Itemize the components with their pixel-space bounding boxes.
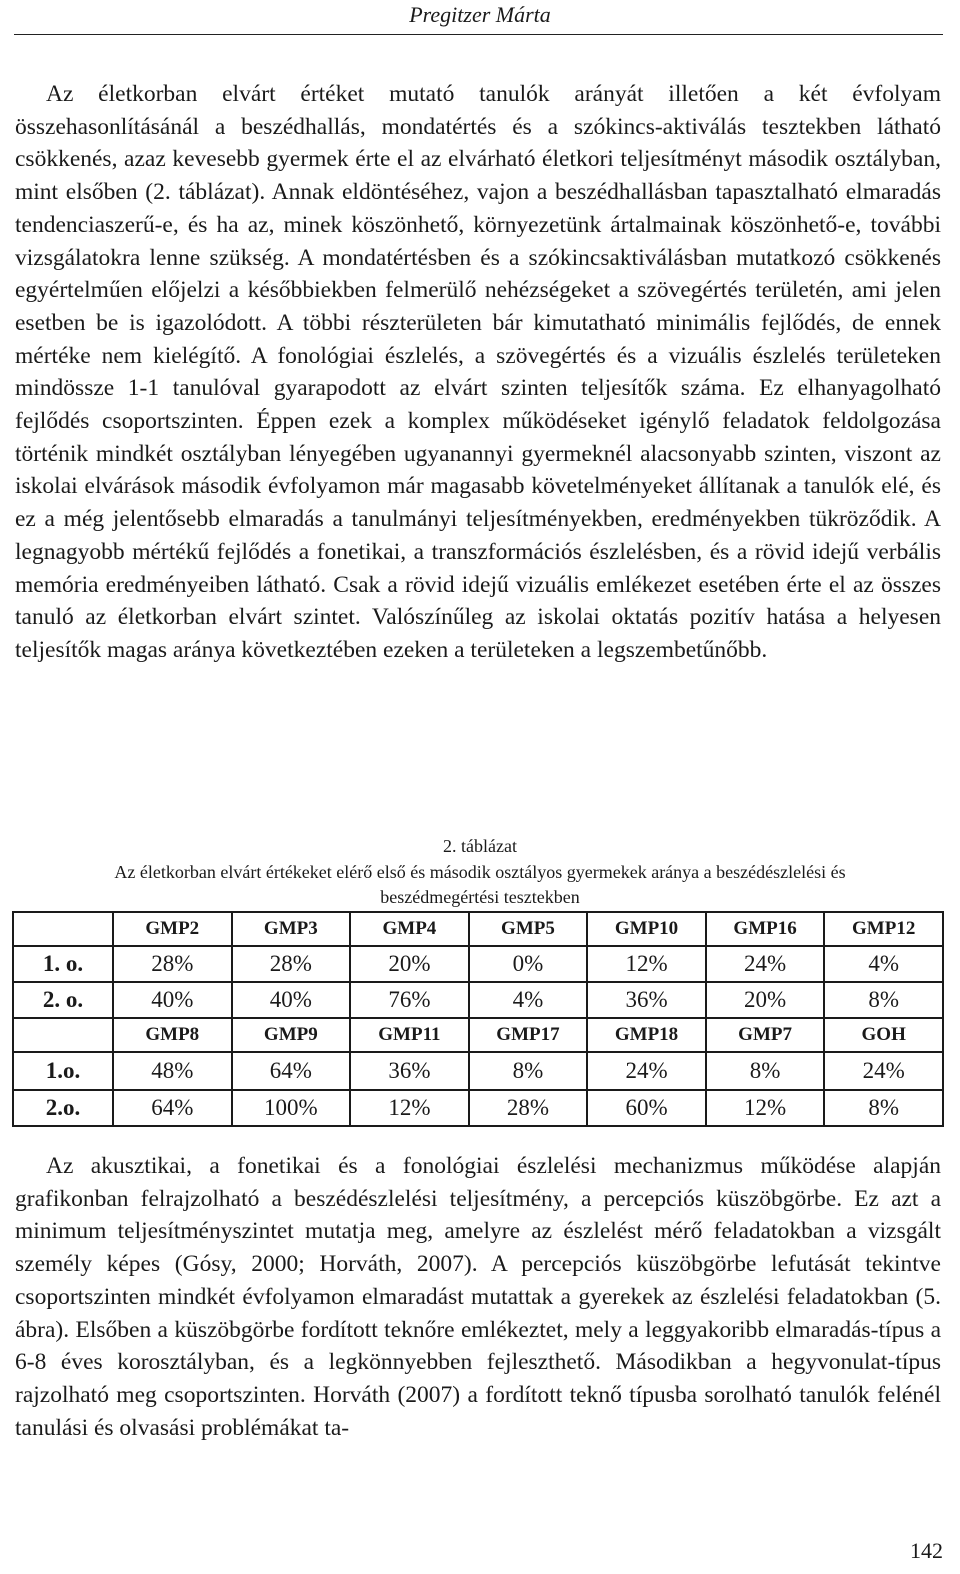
- table-cell: 24%: [706, 946, 825, 982]
- table-header-cell: GOH: [824, 1018, 943, 1052]
- table-cell: 76%: [350, 982, 469, 1018]
- table-cell: 60%: [587, 1090, 706, 1126]
- table-cell: 24%: [587, 1052, 706, 1090]
- table-number: 2. táblázat: [443, 836, 517, 856]
- table-row: [13, 946, 943, 982]
- table-row-label: 2.o.: [13, 1090, 113, 1126]
- table-header-cell: GMP8: [113, 1018, 232, 1052]
- table-header-cell: GMP10: [587, 912, 706, 946]
- table-row-label: 1. o.: [13, 946, 113, 982]
- table-row: [13, 1052, 943, 1090]
- table-header-cell: GMP4: [350, 912, 469, 946]
- table-header-cell: GMP5: [469, 912, 588, 946]
- body-paragraph-1: Az életkorban elvárt értéket mutató tanulók arányát illetően a két évfolyam összehasonlításánál a beszédhallás, mondatértés és a szókincs-aktiválás tesztekben látható csökkenés, azaz kevesebb gyermek érte el az elvárható életkori teljesítményt második osztályban, mint elsőben (2. táblázat). Annak eldöntéséhez, vajon a beszédhallásban tapasztalható elmaradás tendenciaszerű-e, és ha az, minek köszönhető, környezetünk ártalmainak köszönhető-e, további vizsgálatokra lenne szükség. A mondatértésben és a szókincsaktiválásban mutatkozó csökkenés egyértelműen előjelzi a későbbiekben felmerülő nehézségeket a szövegértés területén, ami jelen esetben be is igazolódott. A többi részterületen bár kimutatható minimális fejlődés, de ennek mértéke nem kielégítő. A fonológiai észlelés, a szövegértés és a vizuális észlelés területeken mindössze 1-1 tanulóval gyarapodott az elvárt szinten teljesítők száma. Ez elhanyagolható fejlődés csoportszinten. Éppen ezek a komplex működéseket igénylő feladatok feldolgozása történik mindkét osztályban lényegében ugyanannyi gyermeknél alacsonyabb szinten, viszont az iskolai elvárások második évfolyamon már magasabb követelményeket állítanak a tanulók elé, és ez a még jelentősebb elmaradás a tanulmányi teljesítményekben, eredményekben tükröződik. A legnagyobb mértékű fejlődés a fonetikai, a transzformációs észlelésben, és a rövid idejű verbális memória eredményeiben látható. Csak a rövid idejű vizuális emlékezet esetében érte el az összes tanuló az életkorban elvárt szintet. Valószínűleg az iskolai oktatás pozitív hatása a helyesen teljesítők magas aránya következtében ezeken a területeken a legszembetűnőbb.: [15, 81, 941, 663]
- table-cell: 0%: [469, 946, 588, 982]
- table-cell: 64%: [113, 1090, 232, 1126]
- table-header-cell: GMP12: [824, 912, 943, 946]
- table-header-cell: GMP2: [113, 912, 232, 946]
- header-rule: [14, 34, 943, 35]
- table-title: Az életkorban elvárt értékeket elérő első és második osztályos gyermekek aránya a beszédészlelési és beszédmegértési tesztekben: [114, 862, 846, 907]
- table-cell: 8%: [824, 1090, 943, 1126]
- page-number: 142: [910, 1538, 943, 1563]
- table-header-cell: GMP11: [350, 1018, 469, 1052]
- table-header-cell: GMP3: [232, 912, 351, 946]
- table-cell: 12%: [350, 1090, 469, 1126]
- table-cell: 48%: [113, 1052, 232, 1090]
- table-corner-cell: [13, 912, 113, 946]
- table-cell: 8%: [706, 1052, 825, 1090]
- table-cell: 12%: [587, 946, 706, 982]
- table-corner-cell: [13, 1018, 113, 1052]
- table-cell: 64%: [232, 1052, 351, 1090]
- table-row: [13, 1090, 943, 1126]
- table-row-label: 1.o.: [13, 1052, 113, 1090]
- table-cell: 40%: [232, 982, 351, 1018]
- table-header-cell: GMP16: [706, 912, 825, 946]
- table-cell: 40%: [113, 982, 232, 1018]
- running-header: [0, 2, 960, 28]
- table-cell: 28%: [232, 946, 351, 982]
- table-cell: 8%: [469, 1052, 588, 1090]
- table-header-cell: GMP18: [587, 1018, 706, 1052]
- table-cell: 20%: [706, 982, 825, 1018]
- table-cell: 36%: [587, 982, 706, 1018]
- table-header-cell: GMP17: [469, 1018, 588, 1052]
- table-header-row-2: [13, 1018, 943, 1052]
- table-row: [13, 982, 943, 1018]
- body-paragraph-2: Az akusztikai, a fonetikai és a fonológiai észlelési mechanizmus működése alapján grafikonban felrajzolható a beszédészlelési teljesítmény, a percepciós küszöbgörbe. Ez azt a minimum teljesítményszintet mutatja meg, amelyre az észlelést mérő feladatokban a vizsgált személy képes (Gósy, 2000; Horváth, 2007). A percepciós küszöbgörbe lefutását tekintve csoportszinten mindkét évfolyamon elmaradást mutattak a gyerekek az észlelési feladatokban (5. ábra). Elsőben a küszöbgörbe fordított teknőre emlékeztet, mely a leggyakoribb elmaradás-típus a 6-8 éves korosztályban, és a legkönnyebben fejleszthető. Másodikban a hegyvonulat-típus rajzolható meg csoportszinten. Horváth (2007) a fordított teknő típusba sorolható tanulók felénél tanulási és olvasási problémákat ta-: [15, 1153, 941, 1441]
- table-cell: 28%: [113, 946, 232, 982]
- table-cell: 12%: [706, 1090, 825, 1126]
- table-cell: 28%: [469, 1090, 588, 1126]
- table-cell: 8%: [824, 982, 943, 1018]
- table-row-label: 2. o.: [13, 982, 113, 1018]
- header-author: Pregitzer Márta: [409, 2, 551, 27]
- table-cell: 36%: [350, 1052, 469, 1090]
- table-cell: 4%: [469, 982, 588, 1018]
- table-cell: 4%: [824, 946, 943, 982]
- table-header-cell: GMP9: [232, 1018, 351, 1052]
- table-cell: 24%: [824, 1052, 943, 1090]
- table-cell: 20%: [350, 946, 469, 982]
- results-table: [12, 911, 944, 1127]
- table-header-cell: GMP7: [706, 1018, 825, 1052]
- table-header-row-1: [13, 912, 943, 946]
- table-cell: 100%: [232, 1090, 351, 1126]
